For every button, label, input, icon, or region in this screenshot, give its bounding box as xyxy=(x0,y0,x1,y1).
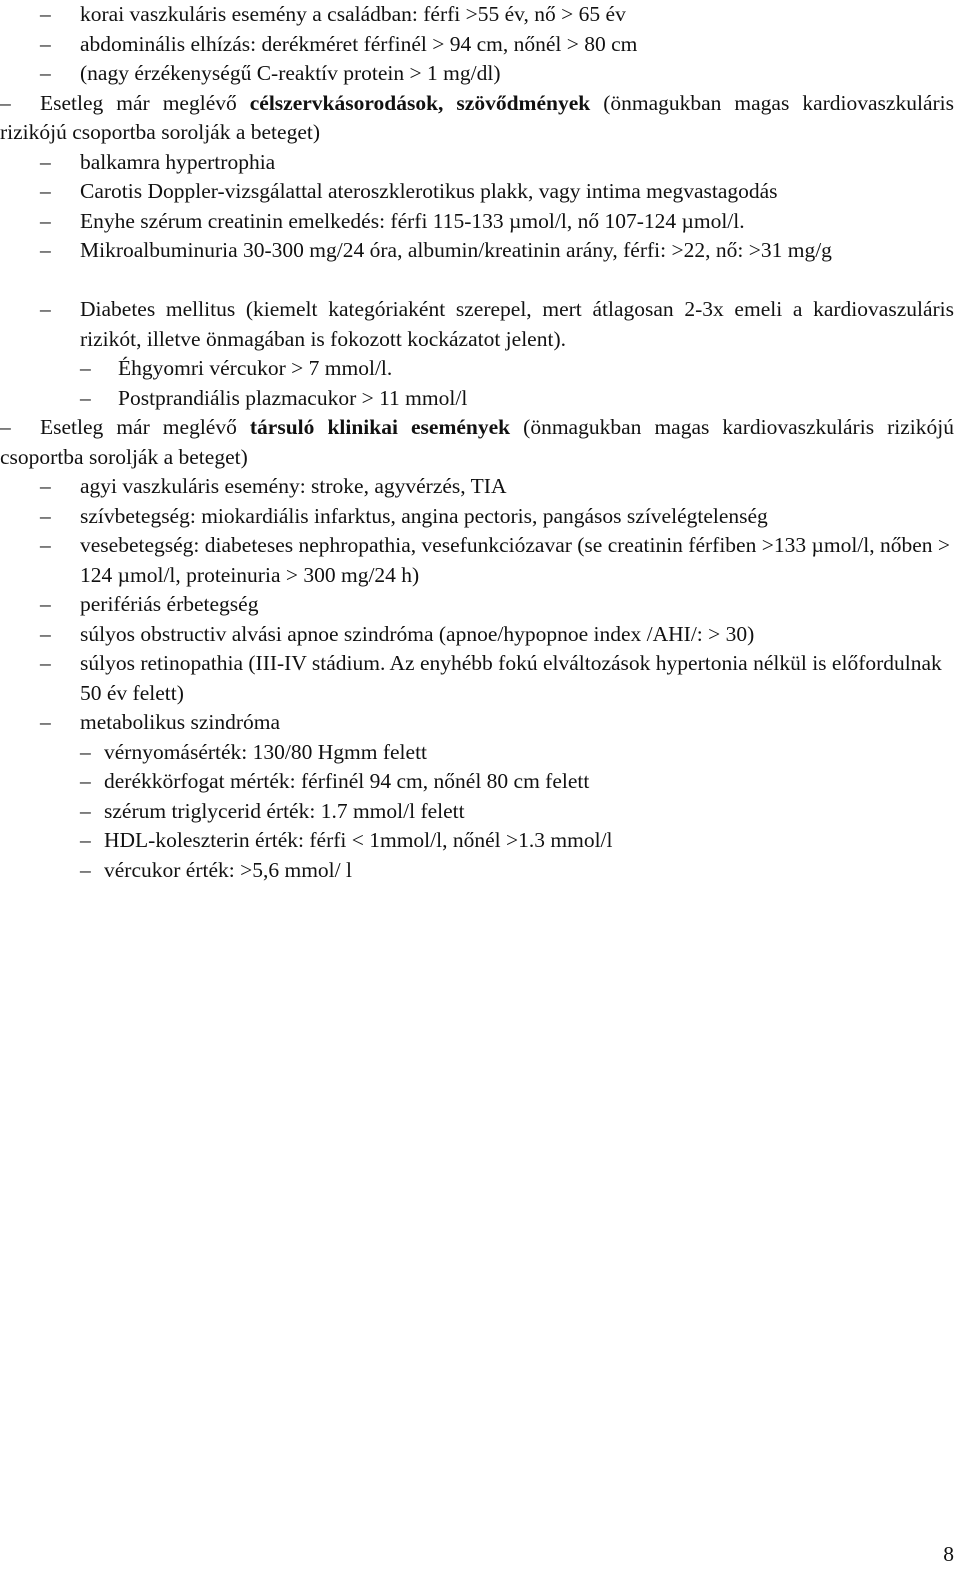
text-run: Éhgyomri vércukor > 7 mmol/l. xyxy=(118,356,393,380)
list-item-text xyxy=(80,531,954,590)
text-run: abdominális elhízás: derékméret férfinél > 94 cm, nőnél > 80 cm xyxy=(80,31,638,56)
dash-bullet: – xyxy=(40,592,51,616)
list-item-text xyxy=(80,177,954,207)
text-run: (önmagukban magas kardiovaszkuláris rizikójú csoportba sorolják a beteget) xyxy=(0,90,954,144)
text-run: súlyos retinopathia (III-IV stádium. Az enyhébb fokú elváltozások hypertonia nélkül is előfordulnak 50 év felett) xyxy=(80,651,942,705)
text-run: Esetleg már meglévő xyxy=(40,90,250,115)
text-run: Carotis Doppler-vizsgálattal ateroszklerotikus plakk, vagy intima megvastagodás xyxy=(80,179,778,203)
text-run: vérnyomásérték: 130/80 Hgmm felett xyxy=(104,739,428,764)
text-run: vércukor érték: >5,6 mmol/ l xyxy=(104,857,352,882)
dash-bullet: – xyxy=(40,238,51,262)
list-item-text xyxy=(80,620,954,650)
text-run: balkamra hypertrophia xyxy=(80,149,276,174)
list-item-text xyxy=(80,207,954,237)
list-item-text xyxy=(80,30,954,60)
text-run: perifériás érbetegség xyxy=(80,592,259,616)
list-item-text xyxy=(80,295,954,354)
bold-term: társuló klinikai események xyxy=(249,415,511,439)
list-item-text xyxy=(80,472,954,502)
list-item-text xyxy=(80,59,954,89)
dash-bullet: – xyxy=(40,474,51,498)
list-item-text xyxy=(104,797,954,827)
list-item-text xyxy=(80,649,954,708)
text-run: súlyos obstructiv alvási apnoe szindróma (apnoe/hypopnoe index /AHI/: > 30) xyxy=(80,621,755,646)
dash-bullet: – xyxy=(40,710,51,734)
text-run: szérum triglycerid érték: 1.7 mmol/l felett xyxy=(104,798,465,823)
dash-bullet: – xyxy=(40,149,51,174)
text-run: Enyhe szérum creatinin emelkedés: férfi 115-133 µmol/l, nő 107-124 µmol/l. xyxy=(80,208,745,233)
text-run: Postprandiális plazmacukor > 11 mmol/l xyxy=(118,385,468,410)
text-run: metabolikus szindróma xyxy=(80,710,281,734)
list-item-text xyxy=(104,738,954,768)
text-run: vesebetegség: diabeteses nephropathia, vesefunkciózavar (se creatinin férfiben >133 µmol/l, nőben > 124 µmol/l, proteinuria > 300 mg/24 h) xyxy=(80,533,951,587)
list-item-text xyxy=(80,0,954,30)
text-run: Esetleg már meglévő xyxy=(40,415,250,439)
dash-bullet: – xyxy=(80,857,91,882)
dash-bullet: – xyxy=(40,503,51,528)
dash-bullet: – xyxy=(80,739,91,764)
list-item-text xyxy=(118,384,954,414)
dash-bullet: – xyxy=(40,179,51,203)
list-item-text xyxy=(104,856,954,886)
list-item-text xyxy=(104,826,954,856)
text-run: Mikroalbuminuria 30-300 mg/24 óra, albumin/kreatinin arány, férfi: >22, nő: >31 mg/g xyxy=(80,238,832,262)
dash-bullet: – xyxy=(40,651,51,675)
list-item-text xyxy=(80,148,954,178)
page-number: 8 xyxy=(943,1542,954,1566)
text-run: HDL-koleszterin érték: férfi < 1mmol/l, nőnél >1.3 mmol/l xyxy=(104,828,613,852)
list-item-text xyxy=(80,236,954,266)
list-item-text xyxy=(0,413,954,472)
text-run: korai vaszkuláris esemény a családban: férfi >55 év, nő > 65 év xyxy=(80,2,626,26)
list-item-text xyxy=(80,590,954,620)
dash-bullet: – xyxy=(40,533,51,557)
list-item-text xyxy=(80,502,954,532)
list-item-text xyxy=(104,767,954,797)
text-run: (nagy érzékenységű C-reaktív protein > 1 mg/dl) xyxy=(80,61,501,85)
bold-term: célszervkásorodások, szövődmények xyxy=(249,90,591,115)
dash-bullet: – xyxy=(40,2,51,26)
dash-bullet: – xyxy=(40,621,51,646)
text-run: (önmagukban magas kardiovaszkuláris rizikójú csoportba sorolják a beteget) xyxy=(0,415,954,469)
dash-bullet: – xyxy=(40,297,51,321)
dash-bullet: – xyxy=(80,828,91,852)
text-run: Diabetes mellitus (kiemelt kategóriaként szerepel, mert átlagosan 2-3x emeli a kardiovaszuláris rizikót, illetve önmagában is fokozott kockázatot jelent). xyxy=(80,297,954,351)
dash-bullet: – xyxy=(40,208,51,233)
dash-bullet: – xyxy=(40,61,51,85)
list-item-text xyxy=(0,89,954,148)
dash-bullet: – xyxy=(80,769,91,793)
dash-bullet: – xyxy=(0,415,11,439)
dash-bullet: – xyxy=(0,90,11,115)
text-run: szívbetegség: miokardiális infarktus, angina pectoris, pangásos szívelégtelenség xyxy=(80,503,768,528)
text-run: derékkörfogat mérték: férfinél 94 cm, nőnél 80 cm felett xyxy=(104,769,590,793)
list-item-text xyxy=(118,354,954,384)
dash-bullet: – xyxy=(80,385,91,410)
text-run: agyi vaszkuláris esemény: stroke, agyvérzés, TIA xyxy=(80,474,507,498)
list-item-text xyxy=(80,708,954,738)
dash-bullet: – xyxy=(80,798,91,823)
dash-bullet: – xyxy=(80,356,91,380)
dash-bullet: – xyxy=(40,31,51,56)
